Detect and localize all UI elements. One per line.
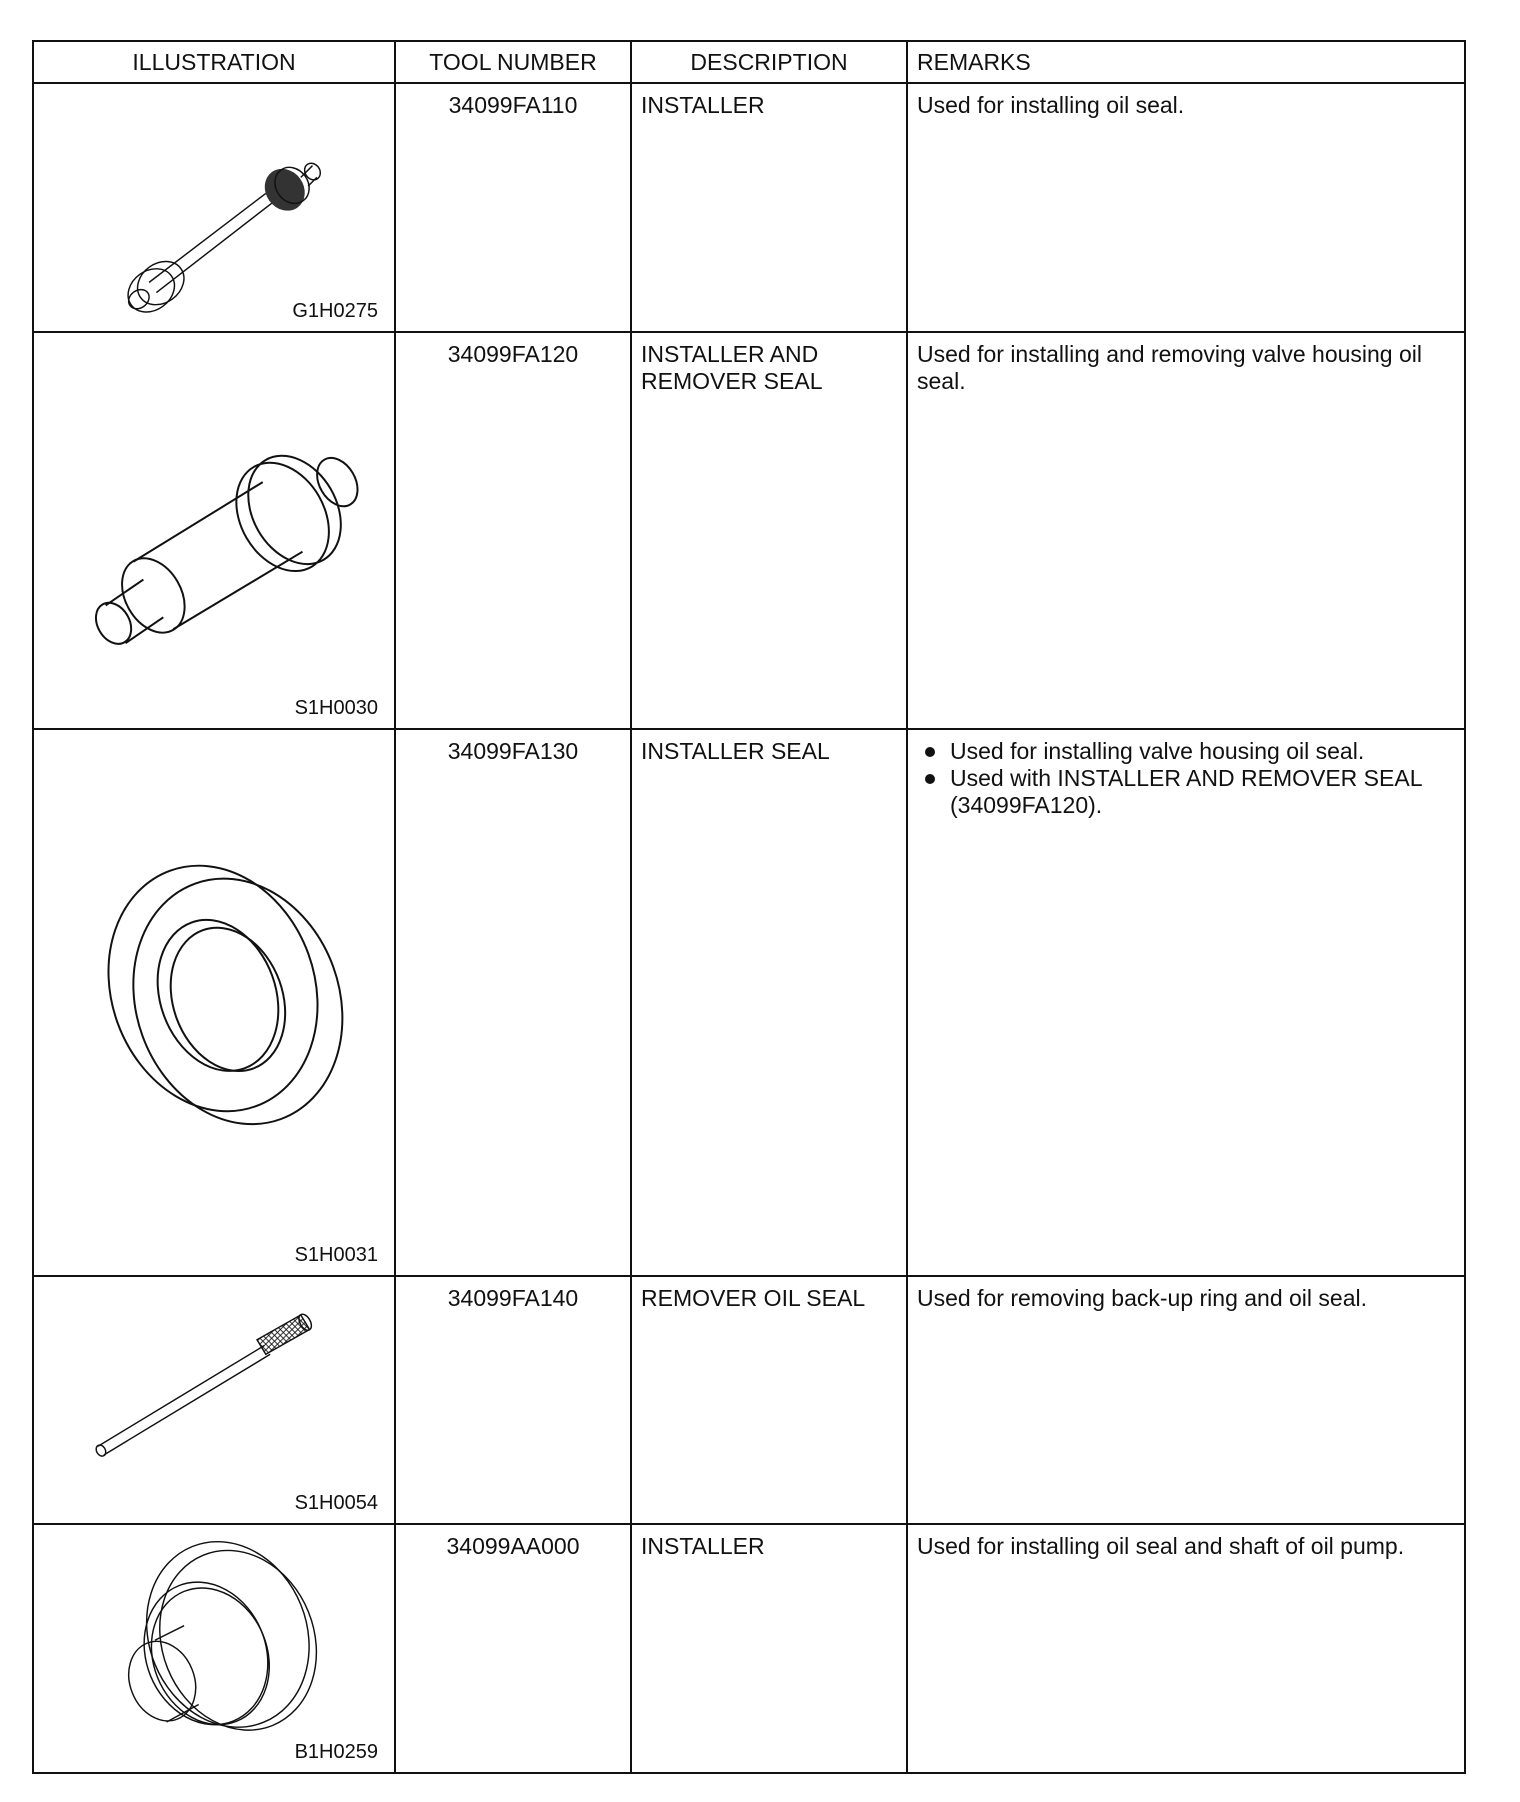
seal-ring-icon bbox=[34, 730, 394, 1275]
description-cell: INSTALLER bbox=[631, 83, 907, 332]
remarks-cell bbox=[907, 83, 1465, 332]
header-illustration: ILLUSTRATION bbox=[33, 41, 395, 83]
remarks-cell bbox=[907, 729, 1465, 1276]
tool-number-cell: 34099FA140 bbox=[395, 1276, 631, 1525]
list-item: Used with INSTALLER AND REMOVER SEAL (34099FA120). bbox=[917, 765, 1455, 819]
remarks-cell bbox=[907, 1524, 1465, 1773]
illustration-cell bbox=[33, 1524, 395, 1773]
illustration-cell bbox=[33, 83, 395, 332]
knurled-rod-icon bbox=[34, 1277, 394, 1524]
description-cell: INSTALLER AND REMOVER SEAL bbox=[631, 332, 907, 730]
remarks-cell bbox=[907, 1276, 1465, 1525]
illustration-code: S1H0030 bbox=[294, 697, 378, 720]
remark-text: Used for installing and removing valve housing oil seal. bbox=[917, 340, 1423, 394]
description-cell: REMOVER OIL SEAL bbox=[631, 1276, 907, 1525]
tool-number-cell: 34099FA120 bbox=[395, 332, 631, 730]
installer-remover-seal-icon bbox=[34, 333, 394, 729]
tool-number-cell: 34099FA110 bbox=[395, 83, 631, 332]
header-remarks: REMARKS bbox=[907, 41, 1465, 83]
table-row bbox=[33, 1276, 1465, 1525]
list-item: Used for installing valve housing oil seal. bbox=[917, 738, 1455, 765]
header-description: DESCRIPTION bbox=[631, 41, 907, 83]
header-tool-number: TOOL NUMBER bbox=[395, 41, 631, 83]
table-header-row bbox=[33, 41, 1465, 83]
stepped-installer-icon bbox=[34, 1525, 394, 1772]
description-cell: INSTALLER bbox=[631, 1524, 907, 1773]
installer-shaft-icon bbox=[34, 84, 394, 331]
tool-number-cell: 34099FA130 bbox=[395, 729, 631, 1276]
illustration-cell bbox=[33, 1276, 395, 1525]
illustration-code: S1H0054 bbox=[294, 1492, 378, 1515]
table-row bbox=[33, 332, 1465, 730]
remark-text: Used for installing oil seal and shaft of oil pump. bbox=[917, 1533, 1405, 1560]
illustration-cell bbox=[33, 332, 395, 730]
remarks-list bbox=[917, 738, 1455, 819]
table-row bbox=[33, 1524, 1465, 1773]
illustration-cell bbox=[33, 729, 395, 1276]
illustration-code: B1H0259 bbox=[294, 1741, 378, 1763]
description-cell: INSTALLER SEAL bbox=[631, 729, 907, 1276]
illustration-code: S1H0031 bbox=[294, 1243, 378, 1266]
remark-text: Used for installing oil seal. bbox=[917, 92, 1185, 118]
remark-text: Used for removing back-up ring and oil seal. bbox=[917, 1284, 1368, 1311]
table-row bbox=[33, 83, 1465, 332]
table-row bbox=[33, 729, 1465, 1276]
special-tools-table bbox=[32, 40, 1466, 1774]
tool-number-cell: 34099AA000 bbox=[395, 1524, 631, 1773]
illustration-code: G1H0275 bbox=[292, 299, 378, 322]
remarks-cell bbox=[907, 332, 1465, 730]
